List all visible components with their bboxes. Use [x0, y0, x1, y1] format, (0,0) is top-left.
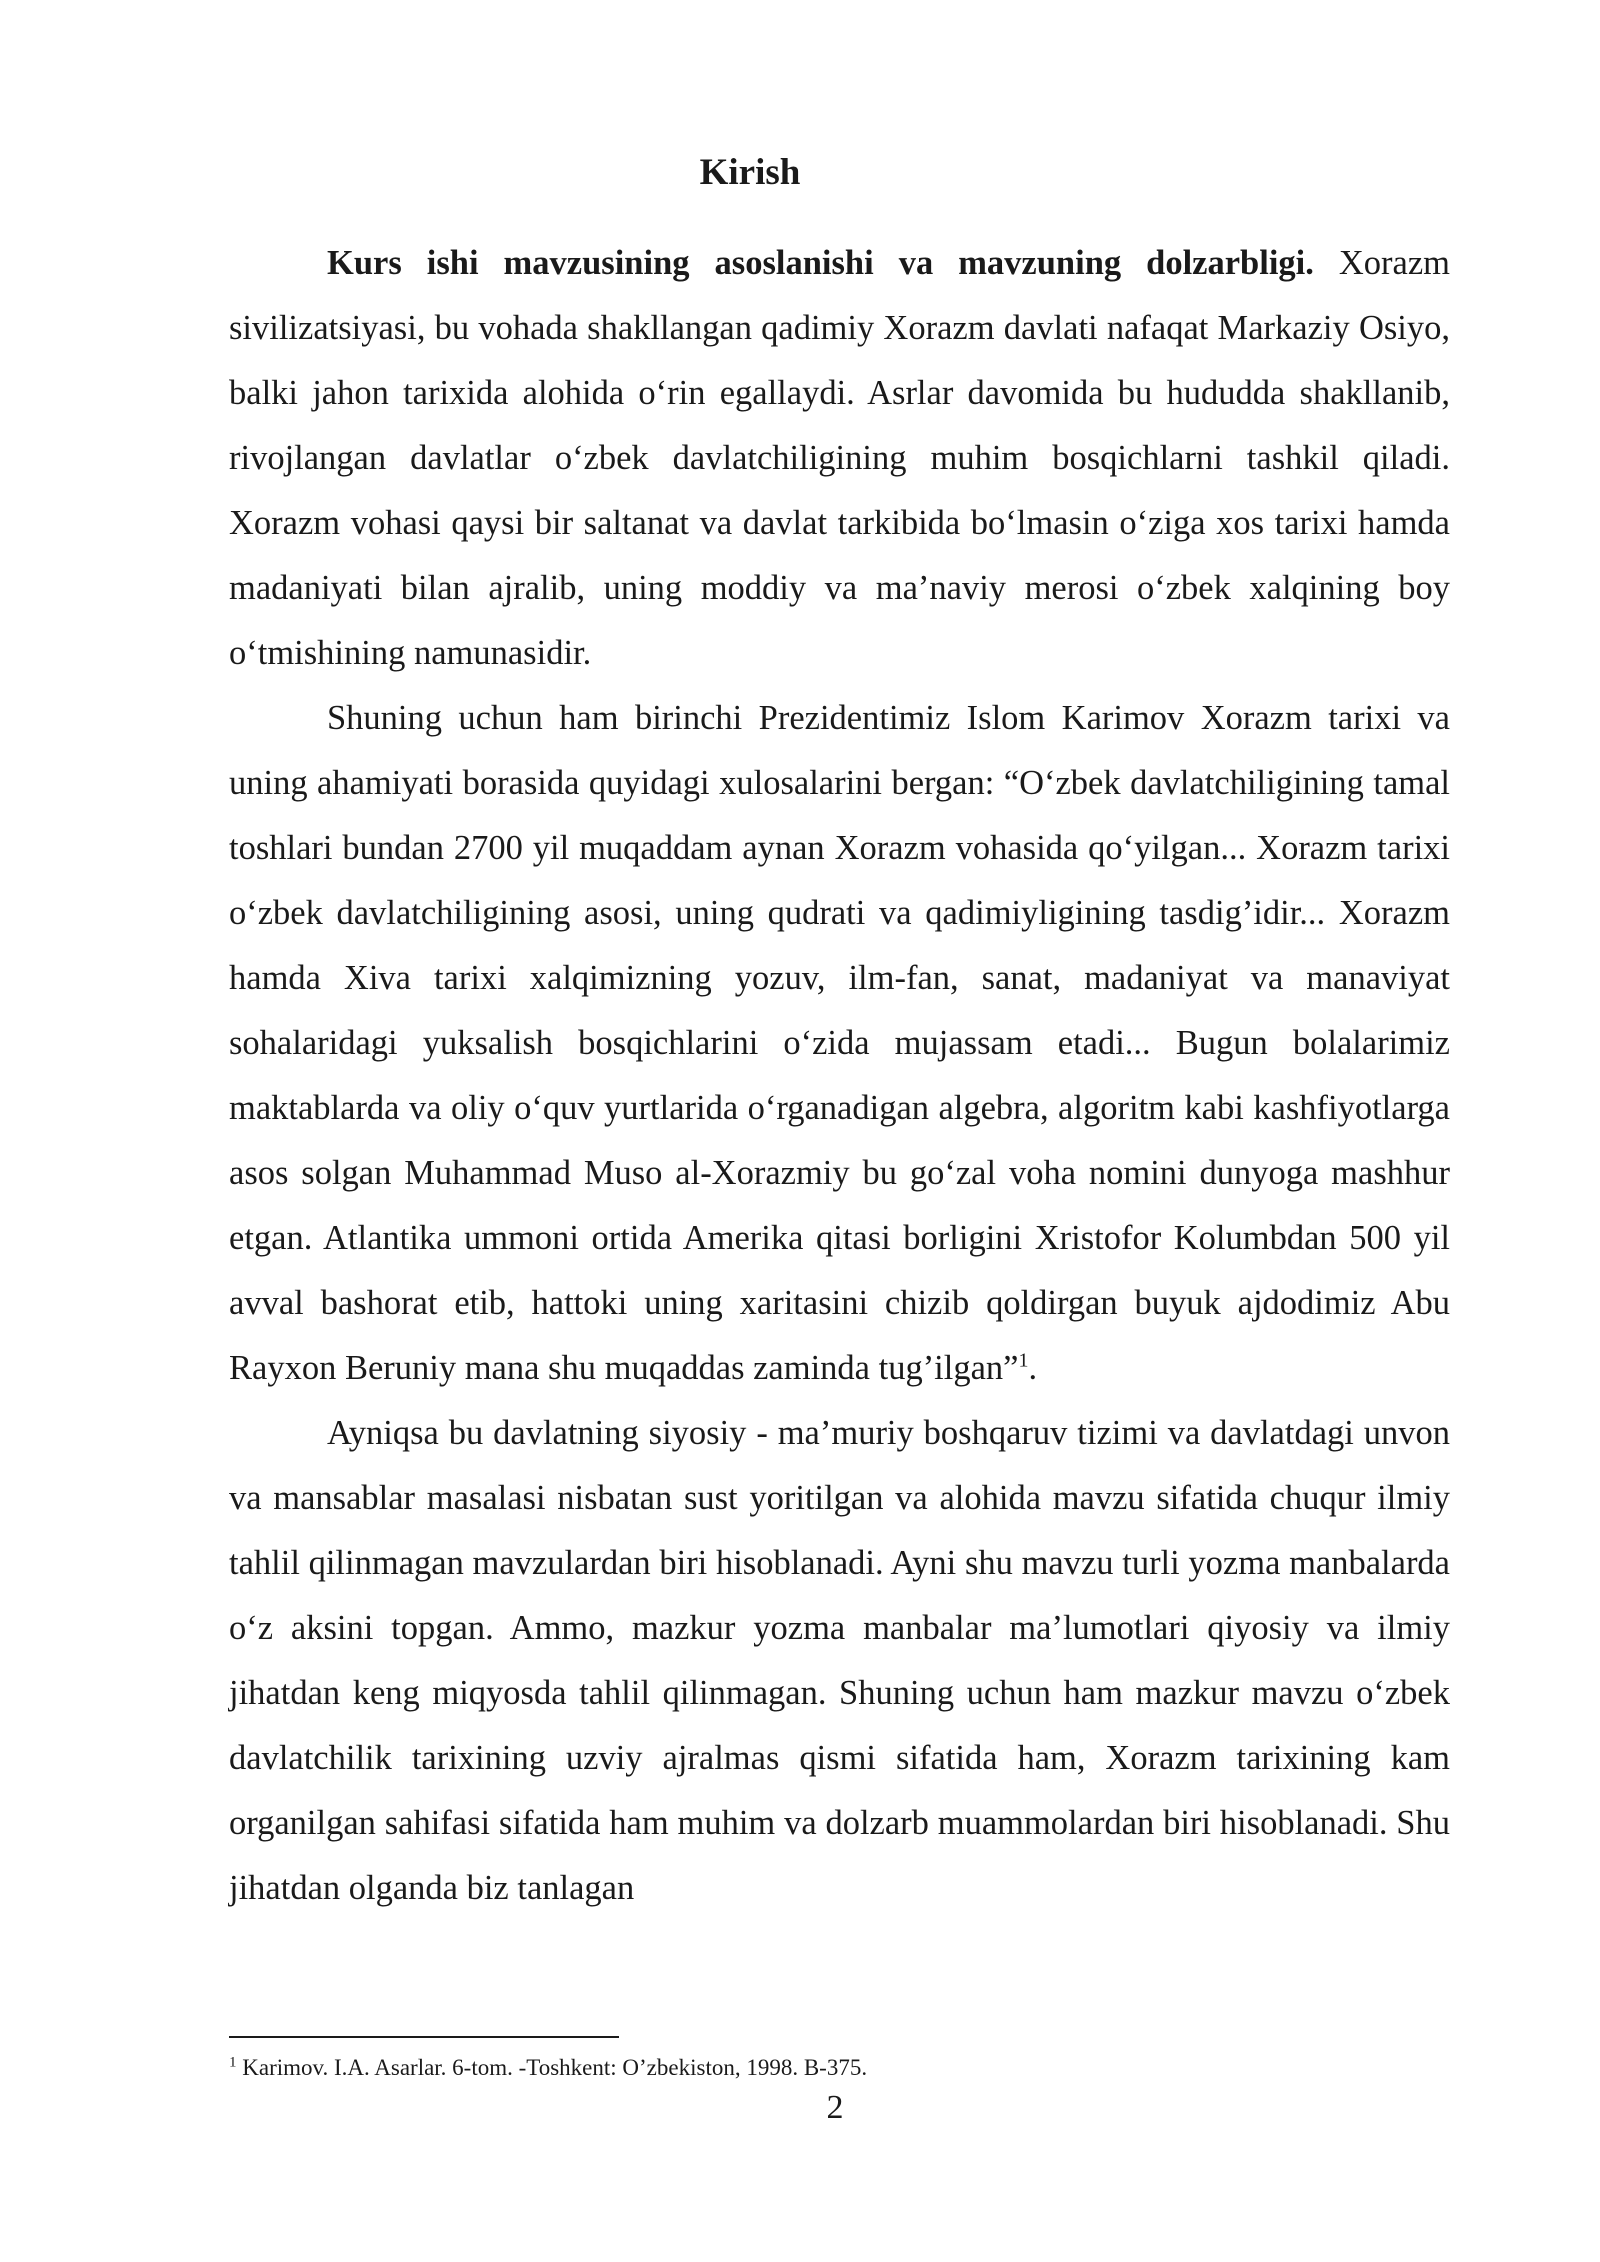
paragraph-text: Xorazm sivilizatsiyasi, bu vohada shakllangan qadimiy Xorazm davlati nafaqat Markaziy Osiyo, balki jahon tarixida alohida o‘rin egallaydi. Asrlar davomida bu hududda shakllanib, rivojlangan davlatlar o‘zbek davlatchiligining muhim bosqichlarni tashkil qiladi. Xorazm vohasi qaysi bir saltanat va davlat tarkibida bo‘lmasin o‘ziga xos tarixi hamda madaniyati bilan ajralib, uning moddiy va ma’naviy merosi o‘zbek xalqining boy o‘tmishining namunasidir.: [229, 244, 1450, 672]
paragraph-1: [229, 231, 1450, 686]
page-number: 2: [826, 2089, 844, 2126]
footnote-text: Karimov. I.A. Asarlar. 6-tom. -Toshkent: O’zbekiston, 1998. B-375.: [236, 2055, 868, 2080]
footnote: [229, 2052, 1450, 2084]
paragraph-3: [229, 1401, 1450, 1921]
body-text: [229, 231, 1450, 1921]
section-heading: Kirish: [699, 152, 801, 193]
paragraph-2: [229, 686, 1450, 1401]
footnote-reference[interactable]: 1: [1018, 1349, 1029, 1372]
paragraph-text: Shuning uchun ham birinchi Prezidentimiz Islom Karimov Xorazm tarixi va uning ahamiyati borasida quyidagi xulosalarini bergan: “O‘zbek davlatchiligining tamal toshlari bundan 2700 yil muqaddam aynan Xorazm vohasida qo‘yilgan... Xorazm tarixi o‘zbek davlatchiligining asosi, uning qudrati va qadimiyligining tasdig’idir... Xorazm hamda Xiva tarixi xalqimizning yozuv, ilm-fan, sanat, madaniyat va manaviyat sohalaridagi yuksalish bosqichlarini o‘zida mujassam etadi... Bugun bolalarimiz maktablarda va oliy o‘quv yurtlarida o‘rganadigan algebra, algoritm kabi kashfiyotlarga asos solgan Muhammad Muso al-Xorazmiy bu go‘zal voha nomini dunyoga mashhur etgan. Atlantika ummoni ortida Amerika qitasi borligini Xristofor Kolumbdan 500 yil avval bashorat etib, hattoki uning xaritasini chizib qoldirgan buyuk ajdodimiz Abu Rayxon Beruniy mana shu muqaddas zaminda tug’ilgan”: [229, 699, 1450, 1387]
paragraph-lead: Kurs ishi mavzusining asoslanishi va mavzuning dolzarbligi.: [327, 244, 1314, 282]
footnote-divider: [229, 2036, 619, 2038]
paragraph-text: Ayniqsa bu davlatning siyosiy - ma’muriy boshqaruv tizimi va davlatdagi unvon va mansablar masalasi nisbatan sust yoritilgan va alohida mavzu sifatida chuqur ilmiy tahlil qilinmagan mavzulardan biri hisoblanadi. Ayni shu mavzu turli yozma manbalarda o‘z aksini topgan. Ammo, mazkur yozma manbalar ma’lumotlari qiyosiy va ilmiy jihatdan keng miqyosda tahlil qilinmagan. Shuning uchun ham mazkur mavzu o‘zbek davlatchilik tarixining uzviy ajralmas qismi sifatida ham, Xorazm tarixining kam organilgan sahifasi sifatida ham muhim va dolzarb muammolardan biri hisoblanadi. Shu jihatdan olganda biz tanlagan: [229, 1414, 1450, 1907]
footnote-number: 1: [229, 2054, 237, 2071]
paragraph-tail: .: [1028, 1349, 1038, 1387]
